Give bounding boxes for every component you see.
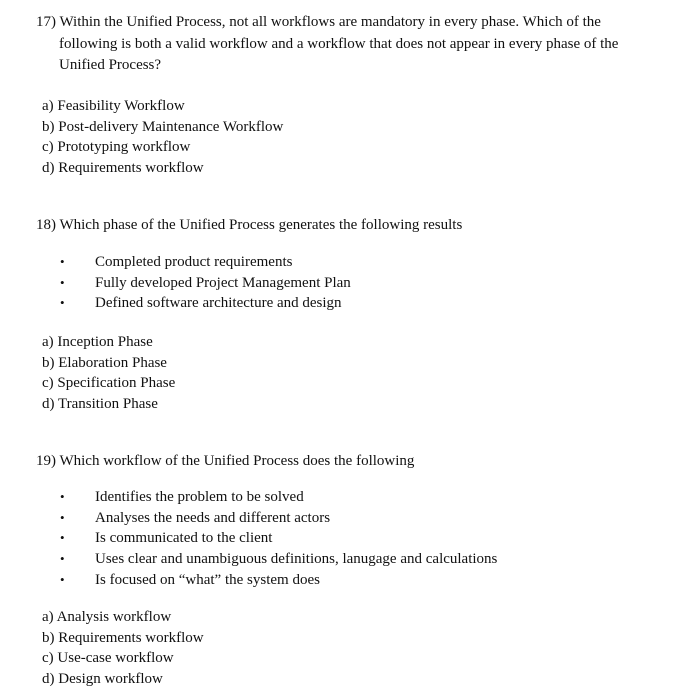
question-19-bullet-2-text: Analyses the needs and different actors — [95, 509, 331, 526]
question-19-stem — [36, 451, 656, 473]
question-17-stem-line-3: Unified Process? — [59, 57, 162, 73]
question-17-option-b: b) Post-delivery Maintenance Workflow — [42, 118, 284, 135]
question-18-bullet-1-text: Completed product requirements — [95, 254, 293, 270]
question-18-stem-line-1: 18) Which phase of the Unified Process generates the following results — [36, 217, 463, 233]
question-17-option-c: c) Prototyping workflow — [42, 139, 191, 156]
bullet-icon: • — [60, 295, 65, 311]
question-19-bullet-5-text: Is focused on “what” the system does — [95, 571, 320, 588]
question-19-bullet-3-text: Is communicated to the client — [95, 530, 273, 547]
question-18-stem — [36, 215, 656, 237]
question-19-option-a: a) Analysis workflow — [42, 609, 172, 625]
question-19-option-c: c) Use-case workflow — [42, 650, 174, 667]
question-18-bullet-2-text: Fully developed Project Management Plan — [95, 274, 351, 291]
bullet-icon: • — [60, 551, 65, 567]
question-18-option-b: b) Elaboration Phase — [42, 354, 167, 371]
question-19-bullet-1-text: Identifies the problem to be solved — [95, 489, 304, 505]
question-17-options — [42, 96, 283, 179]
question-18-option-d: d) Transition Phase — [42, 396, 158, 413]
question-19-options — [42, 607, 204, 690]
question-19-bullet-4-text: Uses clear and unambiguous definitions, lanugage and calculations — [95, 551, 498, 568]
question-17-option-d: d) Requirements workflow — [42, 160, 204, 177]
question-19-option-b: b) Requirements workflow — [42, 629, 204, 646]
bullet-icon: • — [60, 509, 65, 525]
question-18-options — [42, 332, 175, 415]
question-18-bullet-3-text: Defined software architecture and design — [95, 295, 342, 312]
question-19-option-d: d) Design workflow — [42, 671, 163, 688]
question-17-stem-line-1: 17) Within the Unified Process, not all workflows are mandatory in every phase. Which of the — [36, 14, 601, 30]
question-18-option-c: c) Specification Phase — [42, 375, 176, 392]
question-18-option-a: a) Inception Phase — [42, 334, 153, 350]
question-17-option-a: a) Feasibility Workflow — [42, 98, 185, 114]
bullet-icon: • — [60, 489, 65, 504]
bullet-icon: • — [60, 530, 65, 546]
bullet-icon: • — [60, 274, 65, 290]
question-17-stem — [36, 12, 656, 77]
bullet-icon: • — [60, 571, 65, 587]
bullet-icon: • — [60, 254, 65, 269]
question-17-stem-line-2: following is both a valid workflow and a workflow that does not appear in every phase of the — [59, 35, 619, 52]
question-19-stem-line-1: 19) Which workflow of the Unified Process does the following — [36, 453, 415, 469]
